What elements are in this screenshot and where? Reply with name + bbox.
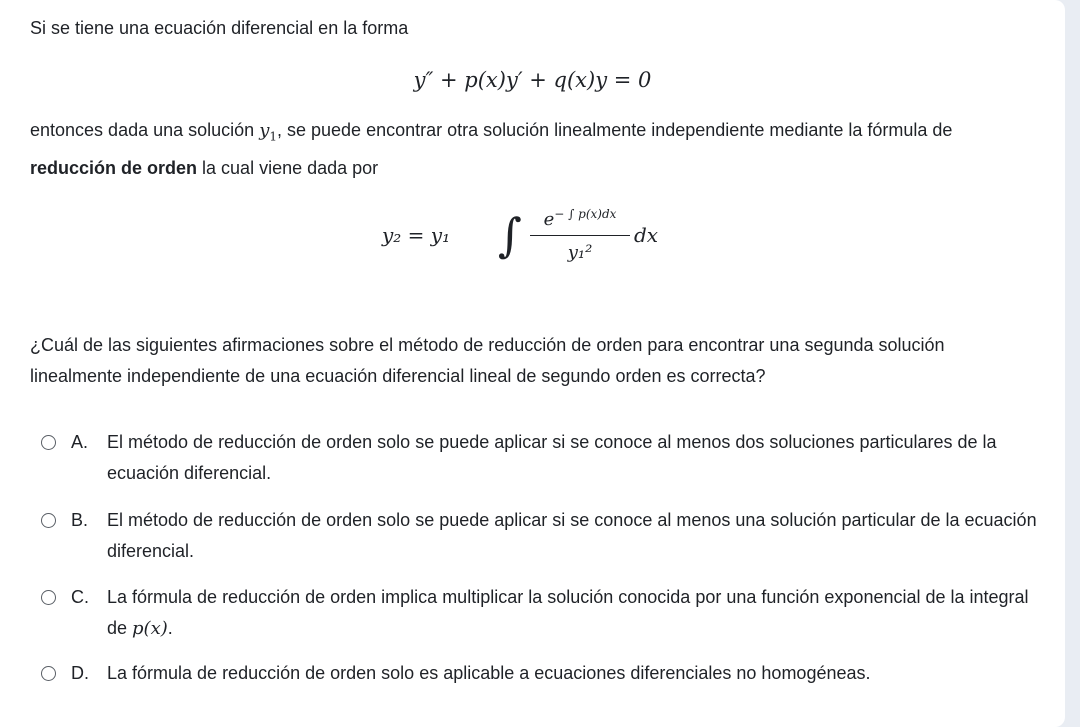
reduction-of-order-term: reducción de orden <box>30 157 198 178</box>
option-text: El método de reducción de orden solo se puede aplicar si se conoce al menos dos soluciones particulares de la ecuación diferencial. <box>107 432 997 483</box>
differential-equation: y″ + p(x)y′ + q(x)y = 0 <box>413 68 652 92</box>
formula-fraction <box>530 201 630 268</box>
y1-symbol: $y_1$ <box>259 120 277 144</box>
option-letter: C. <box>71 587 89 607</box>
option-letter: B. <box>71 510 89 530</box>
radio-d[interactable] <box>41 666 56 681</box>
option-text: La fórmula de reducción de orden implica multiplicar la solución conocida por una función exponencial de la integral de p(x). <box>107 587 1029 639</box>
option-text: La fórmula de reducción de orden solo es aplicable a ecuaciones diferenciales no homogéneas. <box>107 663 871 683</box>
option-text: El método de reducción de orden solo se puede aplicar si se conoce al menos una solución particular de la ecuación diferencial. <box>107 510 1037 561</box>
radio-b[interactable] <box>41 513 56 528</box>
radio-a[interactable] <box>41 435 56 450</box>
formula-lhs: y₂ = y₁ <box>382 223 451 247</box>
fraction-bar <box>530 235 630 236</box>
option-letter: A. <box>71 432 89 452</box>
formula-numerator: $e^{- \int p(x)dx}$ <box>543 207 617 230</box>
intro-line: Si se tiene una ecuación diferencial en la forma <box>30 18 409 38</box>
formula-differential: dx <box>634 223 659 247</box>
radio-c[interactable] <box>41 590 56 605</box>
option-letter: D. <box>71 663 89 683</box>
intro-paragraph: entonces dada una solución $y_1$, se puede encontrar otra solución linealmente independiente mediante la fórmula de reducción de orden la cual viene dada por <box>30 120 953 178</box>
p-of-x: p(x) <box>132 618 168 639</box>
integral-sign: ∫ <box>498 208 522 262</box>
question-text: ¿Cuál de las siguientes afirmaciones sobre el método de reducción de orden para encontrar una segunda solución linealmente independiente de una ecuación diferencial lineal de segundo orden es correcta? <box>30 335 945 386</box>
formula-denominator: y₁² <box>567 242 593 263</box>
